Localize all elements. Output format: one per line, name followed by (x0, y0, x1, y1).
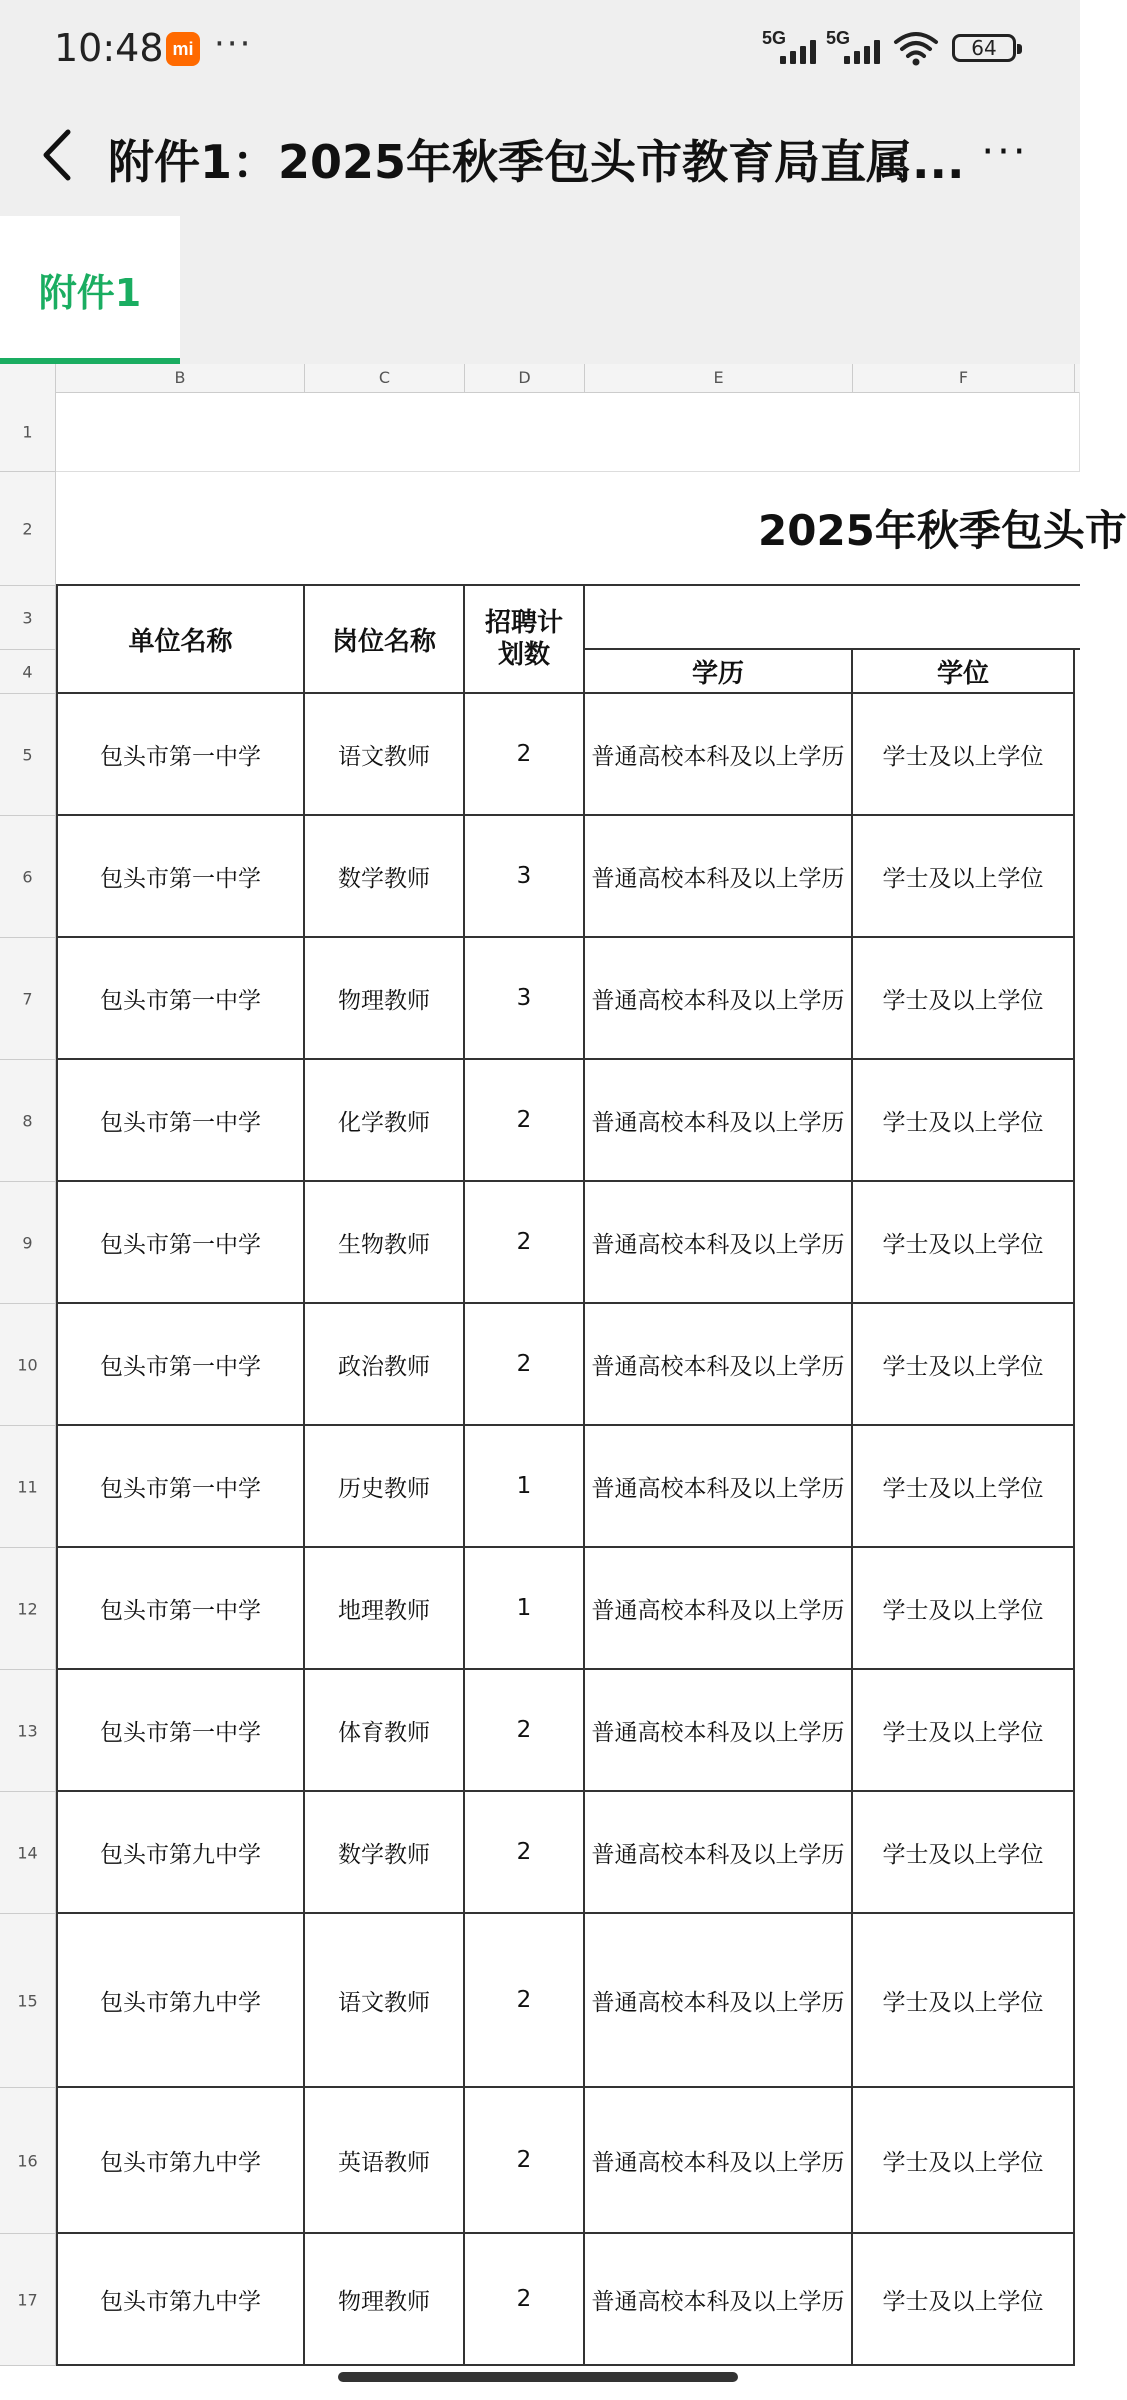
column-header-c[interactable]: C (305, 364, 465, 392)
cell-position-name[interactable]: 物理教师 (305, 938, 465, 1060)
cell-recruit-count[interactable]: 1 (465, 1548, 585, 1670)
spreadsheet-grid[interactable] (0, 364, 1127, 2364)
cell-education[interactable]: 普通高校本科及以上学历 (585, 2234, 853, 2366)
battery-indicator: 64 (952, 34, 1016, 62)
row-header[interactable]: 3 (0, 586, 56, 650)
row-header[interactable]: 9 (0, 1182, 56, 1304)
document-title: 附件1：2025年秋季包头市教育局直属... (108, 135, 965, 189)
cell-unit-name[interactable]: 包头市第一中学 (56, 1060, 305, 1182)
cell-unit-name[interactable]: 包头市第一中学 (56, 816, 305, 938)
cell-position-name[interactable]: 语文教师 (305, 1914, 465, 2088)
title-bar (0, 96, 1080, 214)
cell-recruit-count[interactable]: 2 (465, 2234, 585, 2366)
cell-degree[interactable]: 学士及以上学位 (853, 694, 1075, 816)
more-options-icon[interactable]: ··· (981, 129, 1029, 175)
column-header-f[interactable]: F (853, 364, 1075, 392)
column-header-b[interactable]: B (56, 364, 305, 392)
cell-recruit-count[interactable]: 2 (465, 1914, 585, 2088)
sheet-tab-strip (0, 214, 1080, 364)
cell-education[interactable]: 普通高校本科及以上学历 (585, 1304, 853, 1426)
more-notifications-icon: ··· (214, 24, 253, 64)
row-header[interactable]: 12 (0, 1548, 56, 1670)
row-header[interactable]: 11 (0, 1426, 56, 1548)
cell-unit-name[interactable]: 包头市第一中学 (56, 1304, 305, 1426)
header-unit-name[interactable]: 单位名称 (56, 586, 305, 694)
row-header[interactable]: 13 (0, 1670, 56, 1792)
wifi-icon (892, 28, 940, 68)
corner-cell (0, 364, 56, 392)
cell-education[interactable]: 普通高校本科及以上学历 (585, 694, 853, 816)
cell-education[interactable]: 普通高校本科及以上学历 (585, 1914, 853, 2088)
cell-recruit-count[interactable]: 3 (465, 938, 585, 1060)
cell-degree[interactable]: 学士及以上学位 (853, 938, 1075, 1060)
cell-education[interactable]: 普通高校本科及以上学历 (585, 816, 853, 938)
cell-degree[interactable]: 学士及以上学位 (853, 1304, 1075, 1426)
back-arrow-icon[interactable] (30, 120, 90, 190)
cell-education[interactable]: 普通高校本科及以上学历 (585, 938, 853, 1060)
cell-degree[interactable]: 学士及以上学位 (853, 1182, 1075, 1304)
header-degree[interactable]: 学位 (853, 650, 1075, 694)
cell-recruit-count[interactable]: 2 (465, 694, 585, 816)
cell-recruit-count[interactable]: 2 (465, 1670, 585, 1792)
header-education[interactable]: 学历 (585, 650, 853, 694)
cell-unit-name[interactable]: 包头市第九中学 (56, 1792, 305, 1914)
column-header-d[interactable]: D (465, 364, 585, 392)
cell-recruit-count[interactable]: 2 (465, 1060, 585, 1182)
mi-notification-icon: mi (166, 32, 200, 66)
cell-recruit-count[interactable]: 2 (465, 1182, 585, 1304)
row-header[interactable]: 6 (0, 816, 56, 938)
cell-position-name[interactable]: 英语教师 (305, 2088, 465, 2234)
cell-degree[interactable]: 学士及以上学位 (853, 2234, 1075, 2366)
column-header-bar (0, 364, 1080, 393)
cell-position-name[interactable]: 数学教师 (305, 816, 465, 938)
cell-recruit-count[interactable]: 2 (465, 1304, 585, 1426)
cell-position-name[interactable]: 历史教师 (305, 1426, 465, 1548)
header-recruit-plan[interactable]: 招聘计划数 (465, 586, 585, 694)
cell-education[interactable]: 普通高校本科及以上学历 (585, 1426, 853, 1548)
home-indicator[interactable] (338, 2372, 738, 2382)
cell-degree[interactable]: 学士及以上学位 (853, 2088, 1075, 2234)
cell-unit-name[interactable]: 包头市第九中学 (56, 1914, 305, 2088)
row-header[interactable]: 1 (0, 392, 56, 472)
cell-education[interactable]: 普通高校本科及以上学历 (585, 2088, 853, 2234)
cell-unit-name[interactable]: 包头市第一中学 (56, 1670, 305, 1792)
cell-unit-name[interactable]: 包头市第九中学 (56, 2088, 305, 2234)
sheet-tab-label: 附件1 (38, 271, 142, 315)
cell-recruit-count[interactable]: 2 (465, 2088, 585, 2234)
cell-unit-name[interactable]: 包头市第一中学 (56, 1548, 305, 1670)
signal-5g-icon: 5G (826, 28, 896, 68)
cell-unit-name[interactable]: 包头市第一中学 (56, 938, 305, 1060)
cell-education[interactable]: 普通高校本科及以上学历 (585, 1670, 853, 1792)
sheet-title-cell[interactable]: 2025年秋季包头市 (56, 472, 1080, 586)
header-requirements-group[interactable] (585, 586, 1080, 650)
row-header[interactable]: 10 (0, 1304, 56, 1426)
cell-position-name[interactable]: 数学教师 (305, 1792, 465, 1914)
cell-degree[interactable]: 学士及以上学位 (853, 1914, 1075, 2088)
cell-education[interactable]: 普通高校本科及以上学历 (585, 1792, 853, 1914)
cell-position-name[interactable]: 化学教师 (305, 1060, 465, 1182)
cell-education[interactable]: 普通高校本科及以上学历 (585, 1548, 853, 1670)
cell-degree[interactable]: 学士及以上学位 (853, 1548, 1075, 1670)
cell-position-name[interactable]: 体育教师 (305, 1670, 465, 1792)
cell-recruit-count[interactable]: 3 (465, 816, 585, 938)
cell-degree[interactable]: 学士及以上学位 (853, 1426, 1075, 1548)
row-header[interactable]: 16 (0, 2088, 56, 2234)
cell-position-name[interactable]: 政治教师 (305, 1304, 465, 1426)
row-header[interactable]: 7 (0, 938, 56, 1060)
cell-unit-name[interactable]: 包头市第一中学 (56, 1182, 305, 1304)
cell-degree[interactable]: 学士及以上学位 (853, 816, 1075, 938)
status-bar (0, 0, 1080, 96)
row-header[interactable]: 14 (0, 1792, 56, 1914)
row-header[interactable]: 4 (0, 650, 56, 694)
status-time: 10:48 (54, 26, 164, 70)
cell-education[interactable]: 普通高校本科及以上学历 (585, 1060, 853, 1182)
row-header[interactable]: 15 (0, 1914, 56, 2088)
column-header-e[interactable]: E (585, 364, 853, 392)
row-header[interactable]: 2 (0, 472, 56, 586)
row-header[interactable]: 5 (0, 694, 56, 816)
cell-unit-name[interactable]: 包头市第一中学 (56, 1426, 305, 1548)
sheet-tab-attachment1[interactable] (0, 216, 180, 364)
cell-position-name[interactable]: 物理教师 (305, 2234, 465, 2366)
signal-5g-icon: 5G (762, 28, 832, 68)
cell-unit-name[interactable]: 包头市第九中学 (56, 2234, 305, 2366)
row-header[interactable]: 17 (0, 2234, 56, 2366)
blank-row[interactable] (56, 392, 1080, 472)
cell-degree[interactable]: 学士及以上学位 (853, 1792, 1075, 1914)
cell-recruit-count[interactable]: 1 (465, 1426, 585, 1548)
cell-recruit-count[interactable]: 2 (465, 1792, 585, 1914)
cell-degree[interactable]: 学士及以上学位 (853, 1670, 1075, 1792)
cell-position-name[interactable]: 语文教师 (305, 694, 465, 816)
cell-degree[interactable]: 学士及以上学位 (853, 1060, 1075, 1182)
cell-unit-name[interactable]: 包头市第一中学 (56, 694, 305, 816)
cell-education[interactable]: 普通高校本科及以上学历 (585, 1182, 853, 1304)
cell-position-name[interactable]: 地理教师 (305, 1548, 465, 1670)
row-header[interactable]: 8 (0, 1060, 56, 1182)
cell-position-name[interactable]: 生物教师 (305, 1182, 465, 1304)
header-position-name[interactable]: 岗位名称 (305, 586, 465, 694)
